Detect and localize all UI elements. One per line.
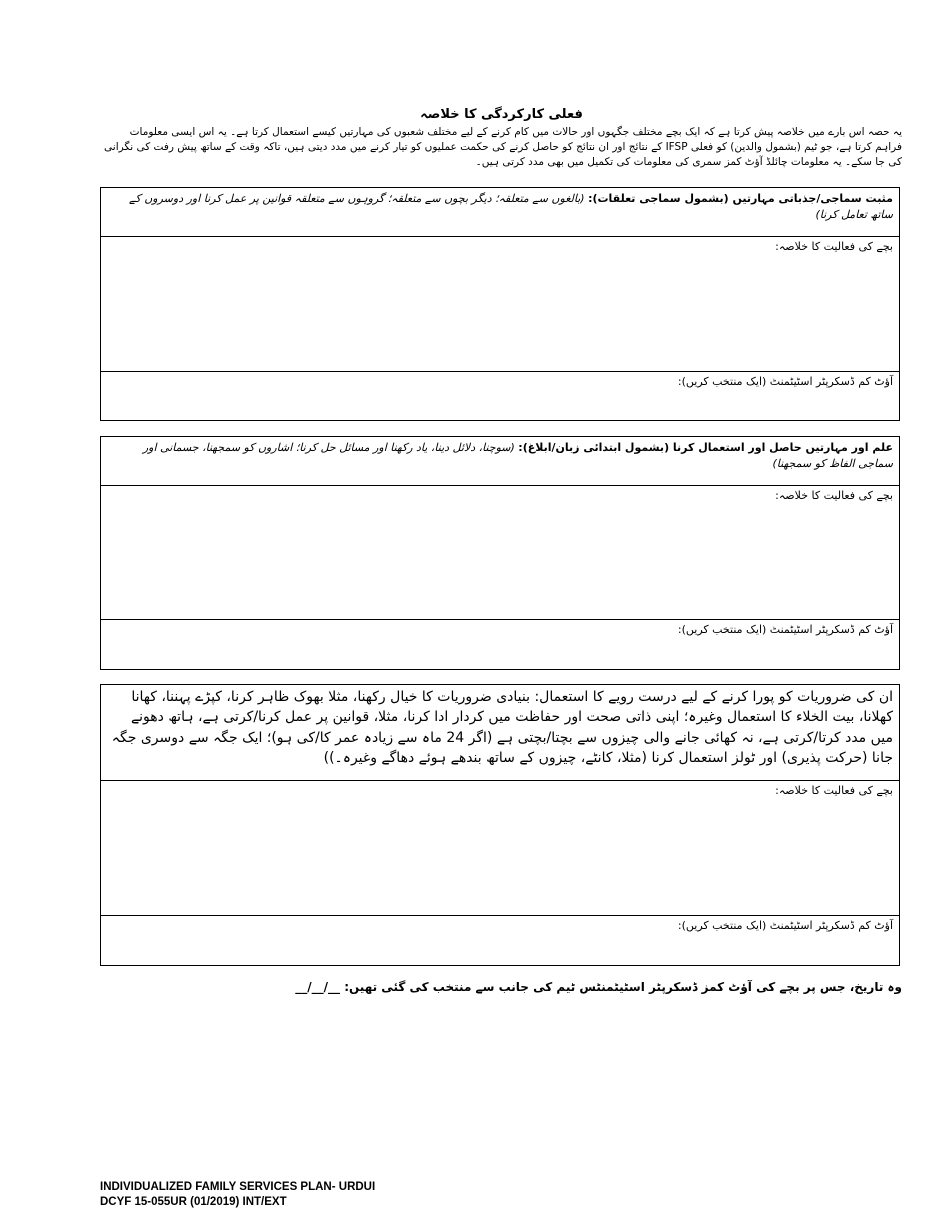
section-social-emotional (100, 187, 900, 421)
section-heading-text: ان کی ضروریات کو پورا کرنے کے لیے درست رویے کا استعمال: بنیادی ضروریات کا خیال رکھنا، مثلا بھوک ظاہر کرنا، کپڑے پہننا، کھانا کھلانا، بیت الخلاء کا استعمال وغیرہ؛ اپنی ذاتی صحت اور حفاظت میں کردار ادا کرنا، مثلا، قوانین پر عمل کرنا/کرتی ہے، ہاتھ دھونے میں مدد کرتا/کرتی ہے، نہ کھائی جانے والی چیزوں سے بچتا/بچتی ہے (اگر 24 ماہ سے زیادہ عمر کا/کی ہو)؛ ایک جگہ سے دوسری جگہ جانا (حرکت پذیری) اور ٹولز استعمال کرنا (مثلا، کانٹے، چیزوں کے ساتھ بندھے ہوئے دھاگے وغیرہ۔)) (111, 689, 893, 766)
outcome-descriptor-field[interactable] (101, 372, 899, 418)
section-heading-title: علم اور مہارتیں حاصل اور استعمال کرنا (بشمول ابتدائی زبان/ابلاغ): (518, 441, 893, 454)
section-heading (101, 437, 899, 486)
outcome-label: آؤٹ کم ڈسکرپٹر اسٹیٹمنٹ (ایک منتخب کریں): (677, 623, 893, 636)
outcome-label: آؤٹ کم ڈسکرپٹر اسٹیٹمنٹ (ایک منتخب کریں): (677, 375, 893, 388)
section-heading-description: (بالغوں سے متعلقہ؛ دیگر بچوں سے متعلقہ؛ گروہوں سے متعلقہ قوانین پر عمل کرنا اور دوسروں کے ساتھ تعامل کرنا) (129, 192, 893, 221)
form-footer (100, 1180, 375, 1210)
page-title: فعلی کارکردگی کا خلاصہ (420, 107, 583, 122)
child-functioning-summary-field[interactable] (101, 486, 899, 620)
outcome-descriptor-field[interactable] (101, 916, 899, 963)
section-heading-description: (سوچنا، دلائل دینا، یاد رکھنا اور مسائل حل کرنا؛ اشاروں کو سمجھنا، جسمانی اور سماجی الفاظ کو سمجھنا) (142, 441, 893, 470)
footer-form-title: INDIVIDUALIZED FAMILY SERVICES PLAN- URDUI (100, 1181, 376, 1193)
summary-label: بچے کی فعالیت کا خلاصہ: (775, 784, 893, 797)
section-knowledge-skills (100, 436, 900, 670)
summary-label: بچے کی فعالیت کا خلاصہ: (775, 240, 893, 253)
section-heading (101, 188, 899, 237)
section-heading-title: مثبت سماجی/جذباتی مہارتیں (بشمول سماجی تعلقات): (588, 192, 893, 205)
section-appropriate-behavior (100, 684, 900, 966)
outcome-label: آؤٹ کم ڈسکرپٹر اسٹیٹمنٹ (ایک منتخب کریں): (677, 919, 893, 932)
outcome-descriptor-field[interactable] (101, 620, 899, 667)
child-functioning-summary-field[interactable] (101, 237, 899, 372)
summary-label: بچے کی فعالیت کا خلاصہ: (775, 489, 893, 502)
child-functioning-summary-field[interactable] (101, 781, 899, 916)
intro-paragraph: یہ حصہ اس بارے میں خلاصہ پیش کرتا ہے کہ ایک بچے مختلف جگہوں اور حالات میں کام کرنے کے لیے مختلف شعبوں کی مہارتیں کیسے استعمال کرتا ہے۔ یہ اس ایسی معلومات فراہم کرتا ہے، جو ٹیم (بشمول والدین) کو فعلی IFSP کے نتائج اور ان نتائج کو حاصل کرنے کی حکمت عملیوں کو تیار کرنے میں مدد دیتی ہیں، تاکہ وقت کے ساتھ پیش رفت کی نگرانی کی جا سکے۔ یہ معلومات چائلڈ آؤٹ کمز سمری کی معلومات کی تکمیل میں بھی مدد کرتی ہیں۔ (104, 126, 902, 169)
team-selection-date: وہ تاریخ، جس پر بچے کی آؤٹ کمز ڈسکرپٹر اسٹیٹمنٹس ٹیم کی جانب سے منتخب کی گئی تھیں: __/__/__ (295, 980, 902, 994)
section-heading (101, 685, 899, 781)
footer-form-number: DCYF 15-055UR (01/2019) INT/EXT (100, 1195, 287, 1208)
